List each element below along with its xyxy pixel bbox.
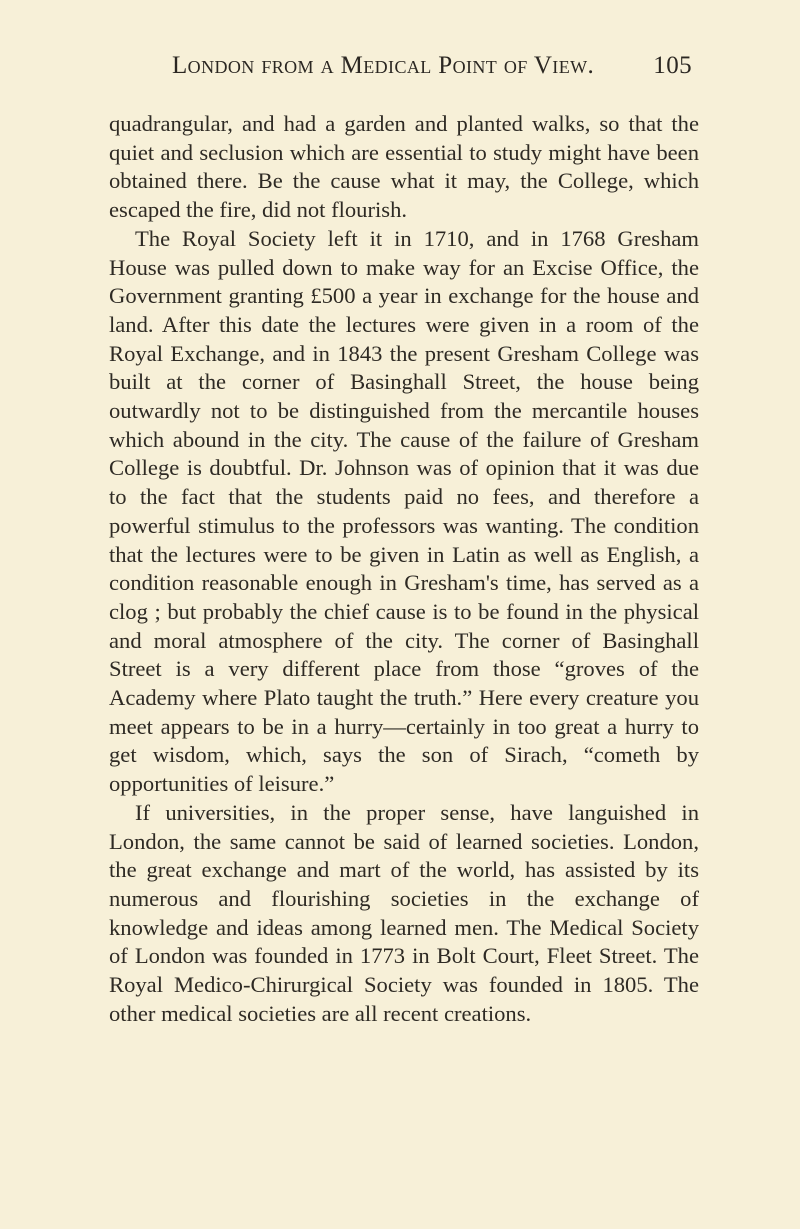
body-text [109,110,699,1029]
paragraph-2: The Royal Society left it in 1710, and in 1768 Gresham House was pulled down to make way for an Excise Office, the Government granting £500 a year in exchange for the house and land. After this date the lectures were given in a room of the Royal Exchange, and in 1843 the present Gresham College was built at the corner of Basinghall Street, the house being outwardly not to be distinguished from the mercantile houses which abound in the city. The cause of the failure of Gresham College is doubtful. Dr. Johnson was of opinion that it was due to the fact that the students paid no fees, and therefore a powerful stimulus to the professors was wanting. The condition that the lectures were to be given in Latin as well as English, a condition reasonable enough in Gresham's time, has served as a clog ; but probably the chief cause is to be found in the physical and moral atmosphere of the city. The corner of Basinghall Street is a very different place from those “groves of the Academy where Plato taught the truth.” Here every creature you meet appears to be in a hurry—certainly in too great a hurry to get wisdom, which, says the son of Sirach, “cometh by opportunities of leisure.” [109,225,699,797]
running-title: London from a Medical Point of View. [172,52,595,79]
page-number: 105 [653,52,692,79]
running-head [172,52,692,92]
paragraph-1: quadrangular, and had a garden and planted walks, so that the quiet and seclusion which are essential to study might have been obtained there. Be the cause what it may, the College, which escaped the fire, did not flourish. [109,111,699,223]
paragraph-3: If universities, in the proper sense, have languished in London, the same cannot be said of learned societies. London, the great exchange and mart of the world, has assisted by its numerous and flourishing societies in the exchange of knowledge and ideas among learned men. The Medical Society of London was founded in 1773 in Bolt Court, Fleet Street. The Royal Medico-Chirurgical Society was founded in 1805. The other medical societies are all recent creations. [109,799,699,1026]
